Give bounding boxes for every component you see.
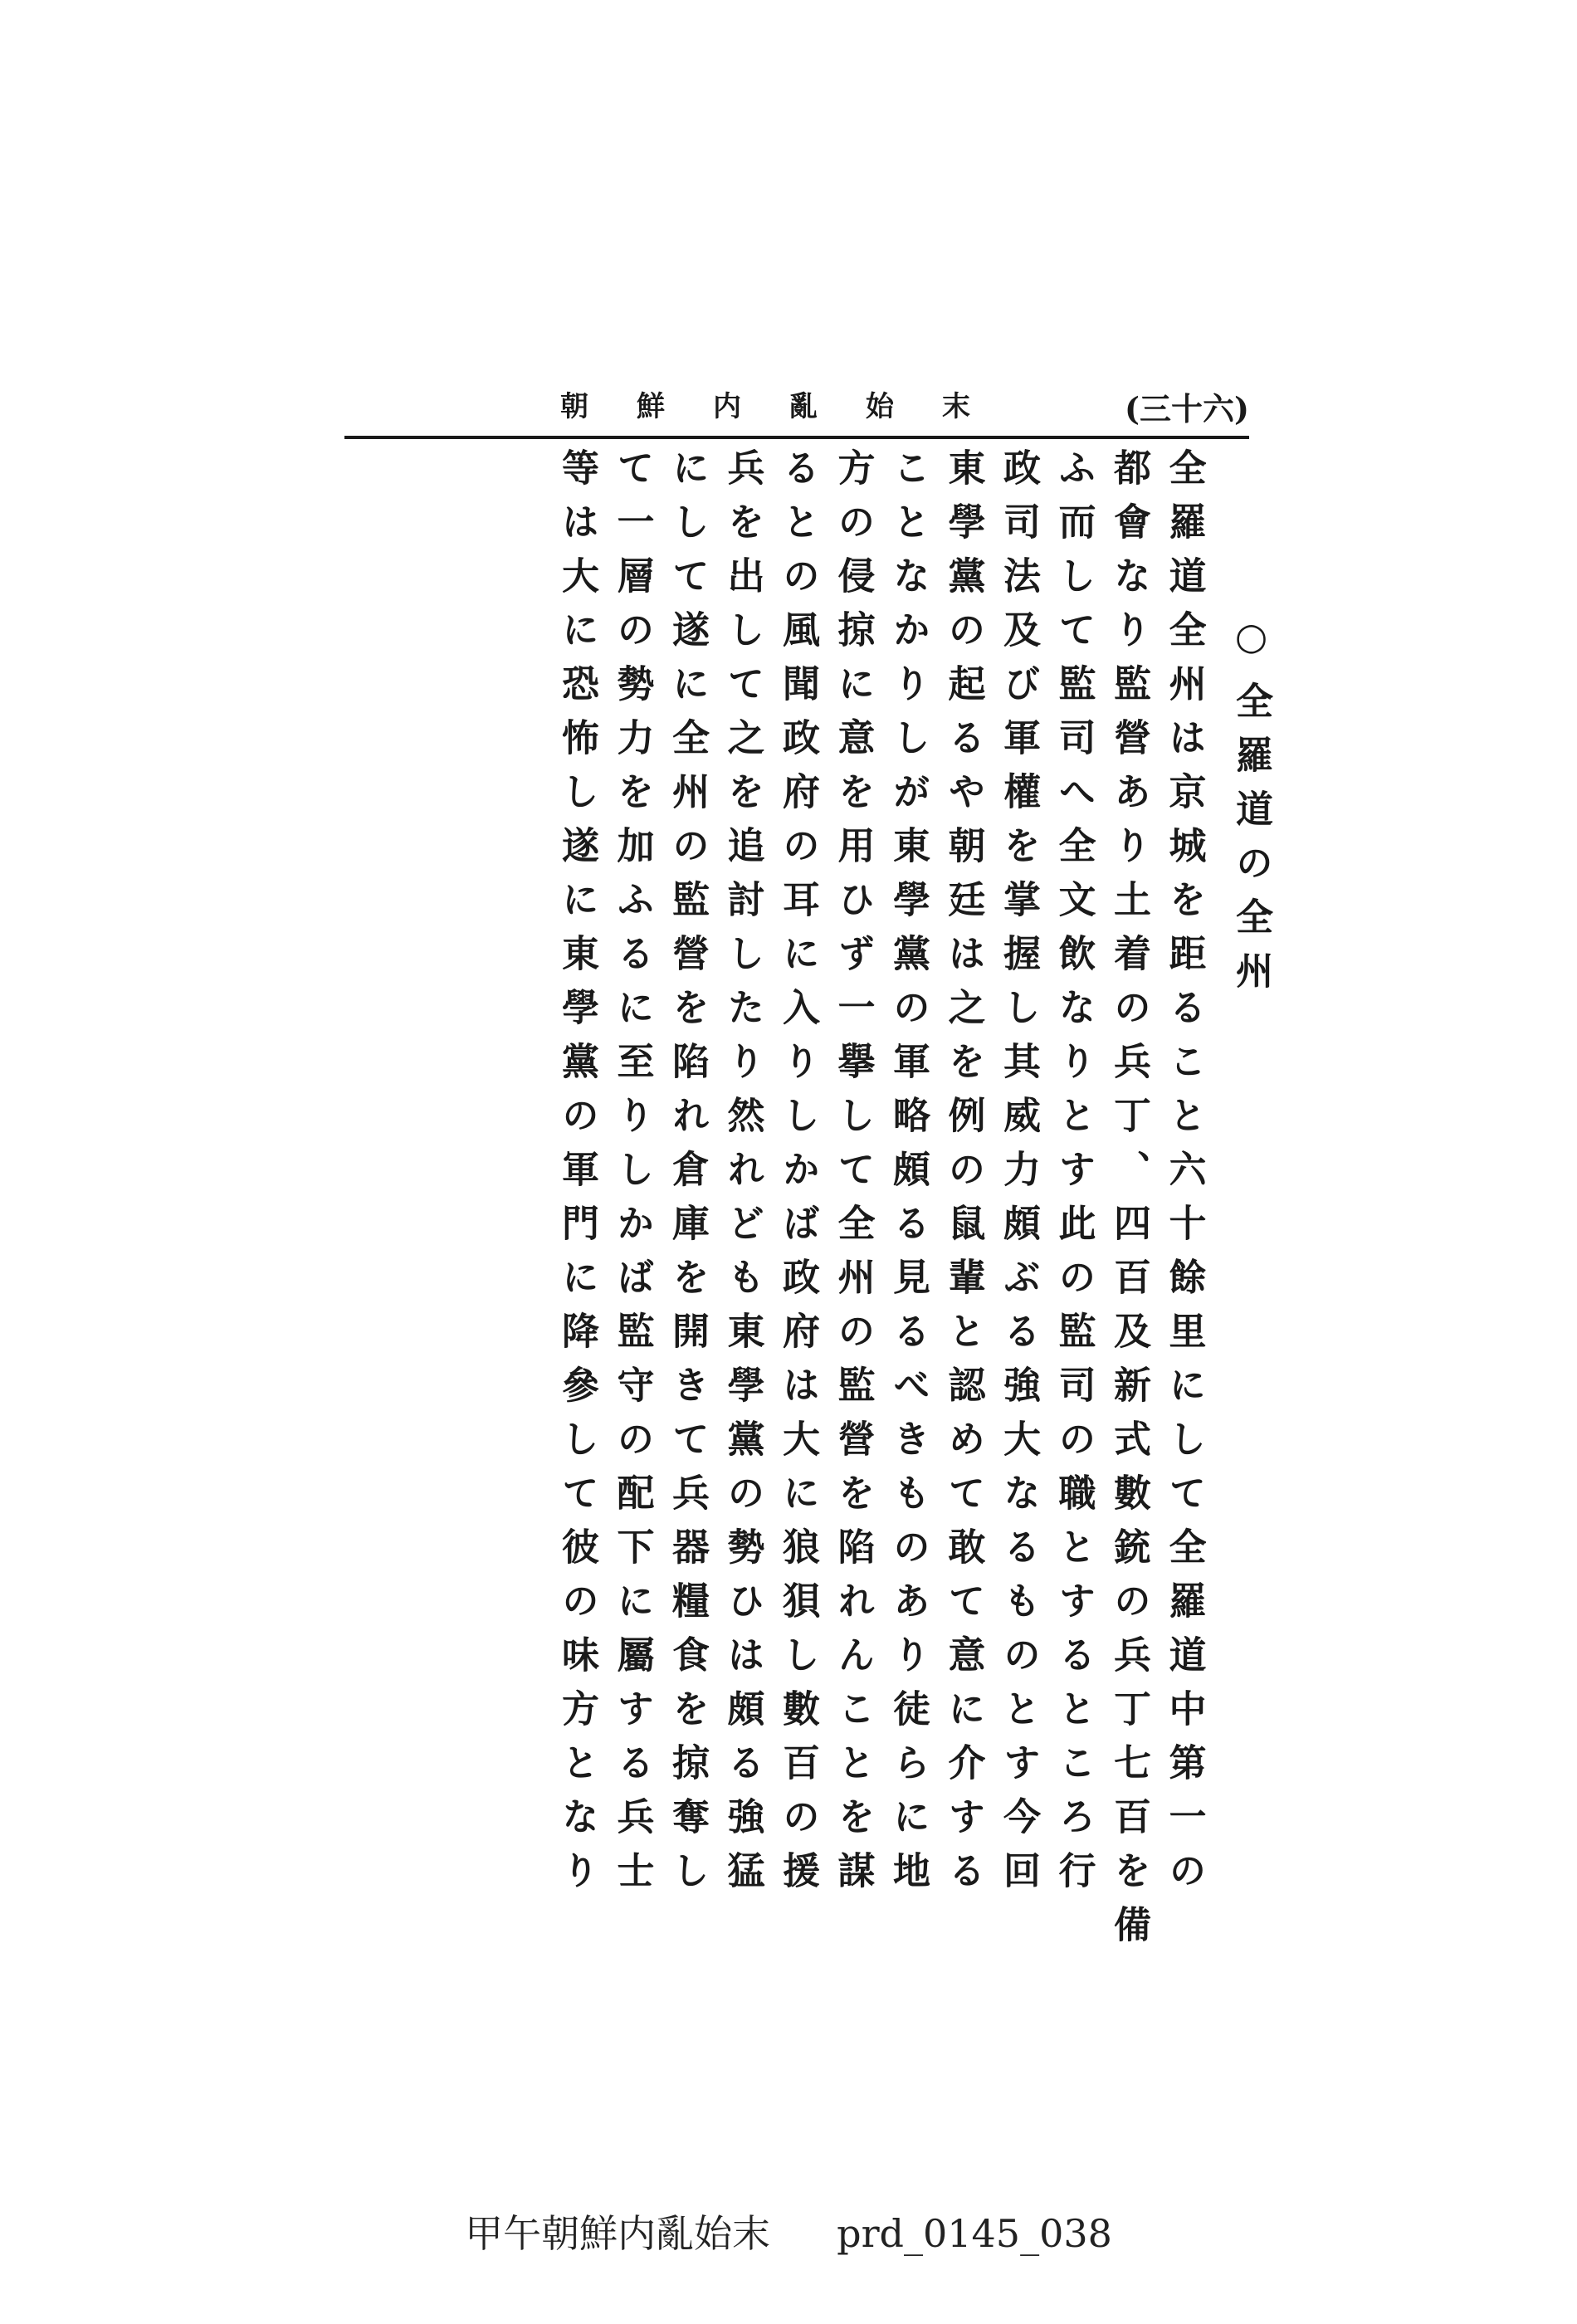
running-title: 朝鮮内亂始末	[560, 390, 1018, 423]
header-rule	[344, 436, 1249, 439]
text-column: て一層の勢力を加ふるに至りしかば監守の配下に屬する兵士	[610, 448, 655, 1905]
text-column: にして遂に全州の監營を陷れ倉庫を開きて兵器糧食を掠奪し	[666, 448, 710, 1905]
body-text	[324, 448, 1278, 1959]
running-header	[344, 383, 1249, 433]
text-column: ことなかりしが東學黨の軍略頗る見るべきものあり徒らに地	[886, 448, 930, 1905]
text-column: 政司法及び軍權を掌握し其威力頗ぶる強大なるものとす今回	[997, 448, 1041, 1905]
text-column: ふ而して監司へ全文飲なりとす此の監司の職とするところ行	[1052, 448, 1096, 1905]
text-column: 等は大に恐怖し遂に東學黨の軍門に降參して彼の味方となり	[555, 448, 599, 1905]
text-column: るとの風聞政府の耳に入りしかば政府は大に狼狽し數百の援	[776, 448, 820, 1905]
footer	[0, 2204, 1577, 2258]
text-column: 都會なり監營あり土着の兵丁、四百及新式數銃の兵丁七百を備	[1107, 448, 1151, 1959]
text-column: 兵を出して之を追討したり然れども東學黨の勢ひは頗る強猛	[720, 448, 765, 1905]
text-column: 東學黨の起るや朝廷は之を例の鼠輩と認めて敢て意に介する	[941, 448, 986, 1905]
footer-image-id: prd_0145_038	[837, 2211, 1112, 2256]
section-heading	[1223, 614, 1279, 1959]
section-heading-text: 全羅道の全州	[1229, 681, 1273, 1005]
footer-book-title: 甲午朝鮮内亂始末	[465, 2211, 771, 2256]
text-column: 全羅道全州は京城を距ること六十餘里にして全羅道中第一の	[1162, 448, 1207, 1905]
text-column: 方の侵掠に意を用ひず一擧して全州の監營を陷れんことを謀	[831, 448, 876, 1905]
section-mark: ○	[1229, 614, 1273, 675]
page-number: (三十六)	[1125, 390, 1249, 427]
